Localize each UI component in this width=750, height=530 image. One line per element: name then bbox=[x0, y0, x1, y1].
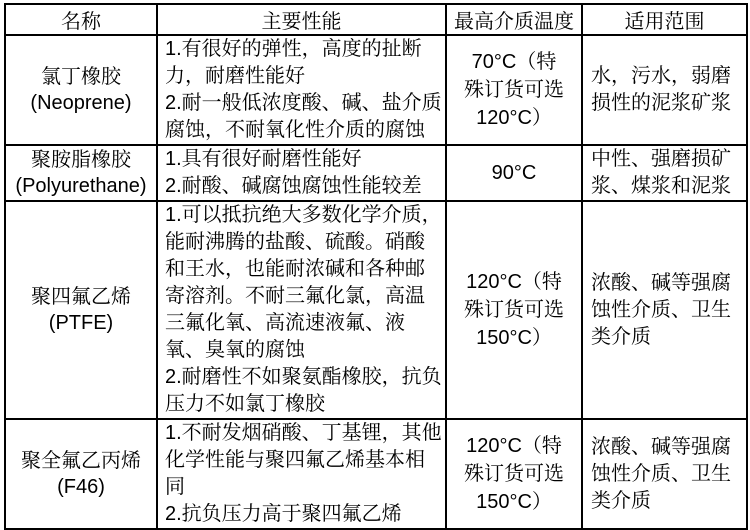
header-row bbox=[5, 4, 747, 35]
header-name: 名称 bbox=[5, 4, 157, 35]
performance-cell bbox=[157, 35, 446, 145]
max-temperature-cell: 70°C（特殊订货可选120°C） bbox=[446, 35, 582, 145]
application-range-cell: 水，污水，弱磨损性的泥浆矿浆 bbox=[582, 35, 747, 145]
table-row-neoprene bbox=[5, 35, 747, 145]
material-name: 聚胺脂橡胶 bbox=[31, 149, 131, 171]
material-name: 聚全氟乙丙烯 bbox=[21, 450, 141, 472]
material-name-cell bbox=[5, 201, 157, 419]
performance-item-2: 2.耐一般低浓度酸、碱、盐介质腐蚀，不耐氧化性介质的腐蚀 bbox=[165, 92, 442, 141]
performance-item-1: 1.具有很好耐磨性能好 bbox=[165, 148, 362, 170]
performance-cell bbox=[157, 201, 446, 419]
material-name-cell bbox=[5, 145, 157, 201]
table-row-polyurethane bbox=[5, 145, 747, 201]
performance-cell bbox=[157, 145, 446, 201]
max-temperature-cell: 90°C bbox=[446, 145, 582, 201]
performance-item-1: 1.可以抵抗绝大多数化学介质，能耐沸腾的盐酸、硫酸。硝酸和王水，也能耐浓碱和各种邮寄溶剂。不耐三氟化氯，高温三氟化氧、高流速液氟、液氧、臭氧的腐蚀 bbox=[165, 204, 442, 361]
performance-cell bbox=[157, 419, 446, 529]
table-row-f46 bbox=[5, 419, 747, 529]
application-range-cell: 浓酸、碱等强腐蚀性介质、卫生类介质 bbox=[582, 201, 747, 419]
application-range-cell: 中性、强磨损矿浆、煤浆和泥浆 bbox=[582, 145, 747, 201]
material-name-en: (Neoprene) bbox=[30, 92, 132, 114]
max-temperature-cell: 120°C（特殊订货可选150°C） bbox=[446, 201, 582, 419]
material-name-en: (F46) bbox=[57, 476, 105, 498]
performance-item-2: 2.抗负压力高于聚四氟乙烯 bbox=[165, 503, 402, 525]
material-name-cell bbox=[5, 419, 157, 529]
table-row-ptfe bbox=[5, 201, 747, 419]
performance-item-2: 2.耐酸、碱腐蚀腐蚀性能较差 bbox=[165, 175, 422, 197]
material-name: 聚四氟乙烯 bbox=[31, 286, 131, 308]
max-temperature-cell: 120°C（特殊订货可选150°C） bbox=[446, 419, 582, 529]
material-spec-table bbox=[4, 3, 748, 530]
application-range-cell: 浓酸、碱等强腐蚀性介质、卫生类介质 bbox=[582, 419, 747, 529]
material-name-en: (Polyurethane) bbox=[15, 175, 147, 197]
performance-item-1: 1.有很好的弹性，高度的扯断力，耐磨性能好 bbox=[165, 38, 422, 87]
header-performance: 主要性能 bbox=[157, 4, 446, 35]
performance-item-1: 1.不耐发烟硝酸、丁基锂，其他化学性能与聚四氟乙烯基本相同 bbox=[165, 422, 442, 498]
header-max-temperature: 最高介质温度 bbox=[446, 4, 582, 35]
material-name-en: (PTFE) bbox=[48, 312, 114, 334]
material-name-cell bbox=[5, 35, 157, 145]
material-name: 氯丁橡胶 bbox=[41, 66, 121, 88]
performance-item-2: 2.耐磨性不如聚氨酯橡胶，抗负压力不如氯丁橡胶 bbox=[165, 366, 442, 415]
header-application-range: 适用范围 bbox=[582, 4, 747, 35]
